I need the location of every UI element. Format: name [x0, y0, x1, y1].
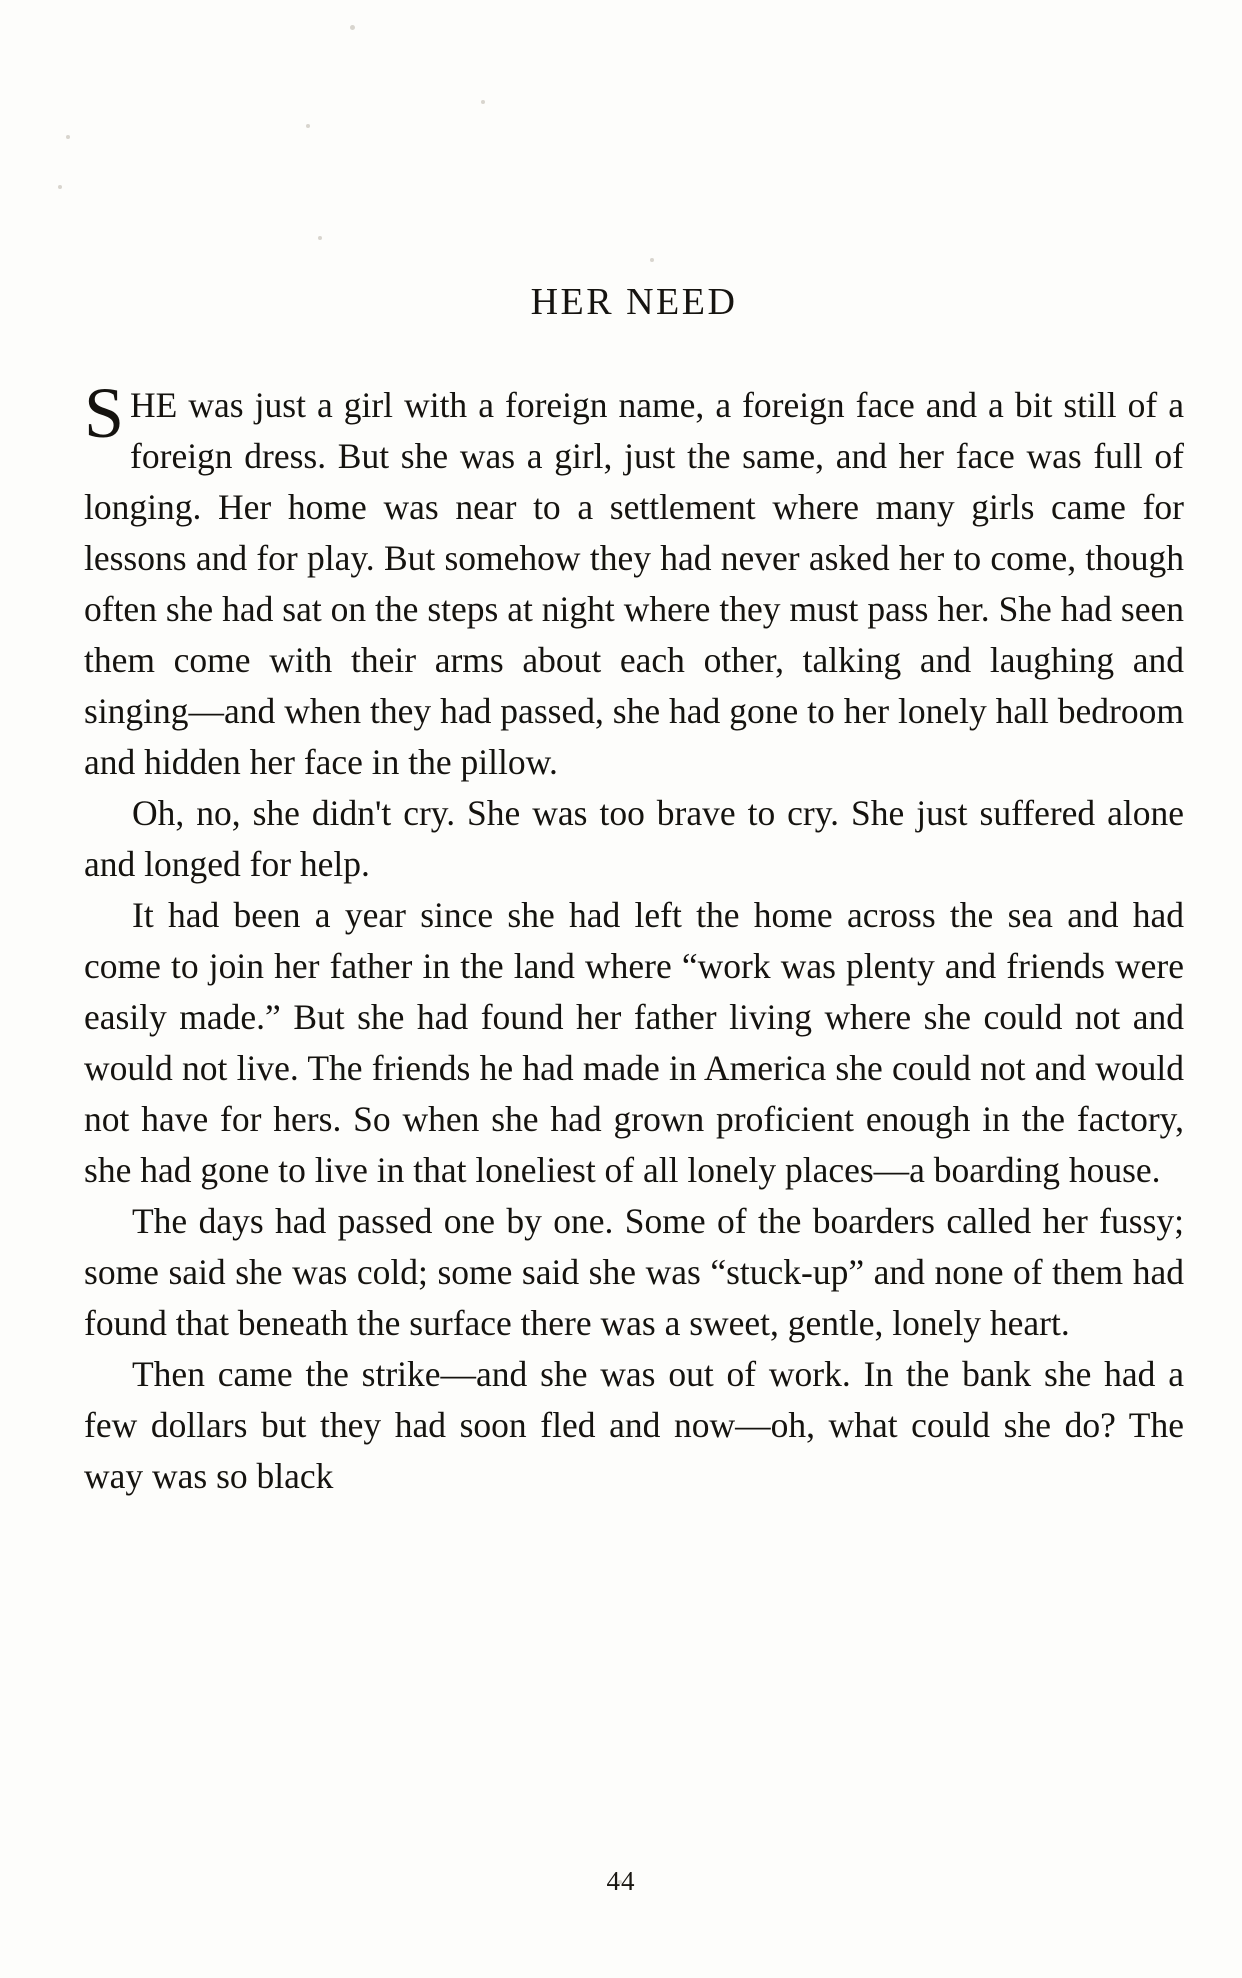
- body-text: [84, 373, 1184, 1502]
- scan-speck: [306, 124, 310, 128]
- paragraph: [84, 1349, 1184, 1502]
- paragraph-text: Oh, no, she didn't cry. She was too brave to cry. She just suffered alone and longed for help.: [84, 793, 1184, 884]
- scan-speck: [481, 100, 485, 104]
- scan-speck: [350, 25, 355, 30]
- page-content: [84, 280, 1184, 1502]
- scan-speck: [58, 185, 62, 189]
- paragraph: [84, 788, 1184, 890]
- page-number: 44: [606, 1866, 636, 1896]
- paragraph-text: Then came the strike—and she was out of work. In the bank she had a few dollars but they had soon fled and now—oh, what could she do? The way was so black: [84, 1354, 1184, 1496]
- paragraph: [84, 890, 1184, 1196]
- scan-speck: [650, 258, 654, 262]
- scan-speck: [66, 135, 70, 139]
- scan-speck: [318, 236, 322, 240]
- paragraph: [84, 1196, 1184, 1349]
- paragraph-text: HE was just a girl with a foreign name, a foreign face and a bit still of a foreign dress. But she was a girl, just the same, and her face was full of longing. Her home was near to a settlement where many girls came for lessons and for play. But somehow they had never asked her to come, though often she had sat on the steps at night where they must pass her. She had seen them come with their arms about each other, talking and laughing and singing—and when they had passed, she had gone to her lonely hall bedroom and hidden her face in the pillow.: [84, 385, 1184, 782]
- page-title: HER NEED: [530, 281, 738, 323]
- paragraph-text: It had been a year since she had left the home across the sea and had come to join her father in the land where “work was plenty and friends were easily made.” But she had found her father living where she could not and would not live. The friends he had made in America she could not and would not have for hers. So when she had grown proficient enough in the factory, she had gone to live in that loneliest of all lonely places—a boarding house.: [84, 895, 1184, 1190]
- drop-cap: S: [84, 373, 125, 453]
- paragraph: [84, 373, 1184, 788]
- paragraph-text: The days had passed one by one. Some of the boarders called her fussy; some said she was cold; some said she was “stuck-up” and none of them had found that beneath the surface there was a sweet, gentle, lonely heart.: [84, 1201, 1184, 1343]
